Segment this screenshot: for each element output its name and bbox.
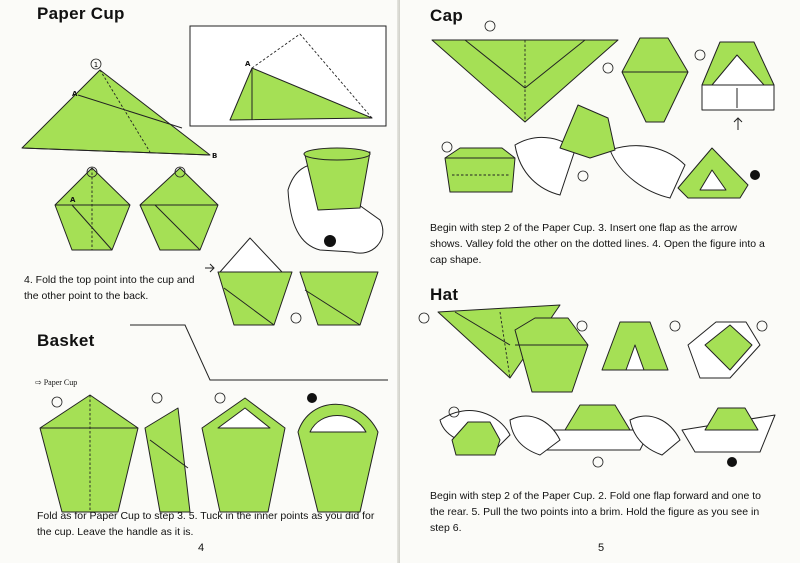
label-a-inset: A [245,60,251,68]
cap-step-3 [695,42,774,130]
right-page [400,0,800,563]
hat-step-5 [440,407,510,455]
paper-cup-step-2 [55,167,130,250]
cap-step-1 [432,21,618,122]
basket-heading: Basket [37,331,95,350]
left-page-number: 4 [198,542,205,554]
hat-step-3 [602,321,680,370]
cap-step-4 [442,142,515,192]
paper-cup-heading: Paper Cup [37,4,125,23]
hat-step-7 [682,408,775,467]
right-page-number: 5 [598,542,605,554]
paper-cup-hand [288,148,383,253]
arrow-icon: ⇨ [35,378,44,387]
hat-step-6 [510,405,680,467]
label-a: A [72,90,78,98]
hat-step-4 [688,321,767,378]
label-b: B [212,152,218,160]
paper-cup-step-3 [140,167,218,250]
paper-cup-reference [35,378,77,387]
hat-step-2 [515,318,588,392]
cap-step-6 [678,148,760,198]
cap-hat-diagrams [400,0,800,563]
paper-cup-instruction: 4. Fold the top point into the cup and the other point to the back. [24,274,195,302]
paper-cup-inset [190,26,386,126]
cap-step-2 [603,38,688,122]
svg-text:1: 1 [93,61,99,69]
label-a-step2: A [70,196,76,204]
basket-step-6 [298,393,378,512]
basket-step-3 [40,395,138,512]
paper-cup-reference-text: Paper Cup [43,378,78,387]
hat-instruction: Begin with step 2 of the Paper Cup. 2. Fold one flap forward and one to the rear. 5. Pull the two points into a brim. Hold the figure as you see in step 6. [430,490,761,534]
hat-heading: Hat [430,285,459,304]
basket-step-4 [145,393,190,512]
cap-instruction: Begin with step 2 of the Paper Cup. 3. Insert one flap as the arrow shows. Valley fold the other on the dotted lines. 4. Open the figure into a cap shape. [430,222,765,266]
cap-heading: Cap [430,6,464,25]
paper-cup-step-1 [22,59,210,155]
basket-step-5 [202,393,285,512]
basket-instruction: Fold as for Paper Cup to step 3. 5. Tuck in the inner points as you did for the cup. Leave the handle as it is. [37,510,375,538]
